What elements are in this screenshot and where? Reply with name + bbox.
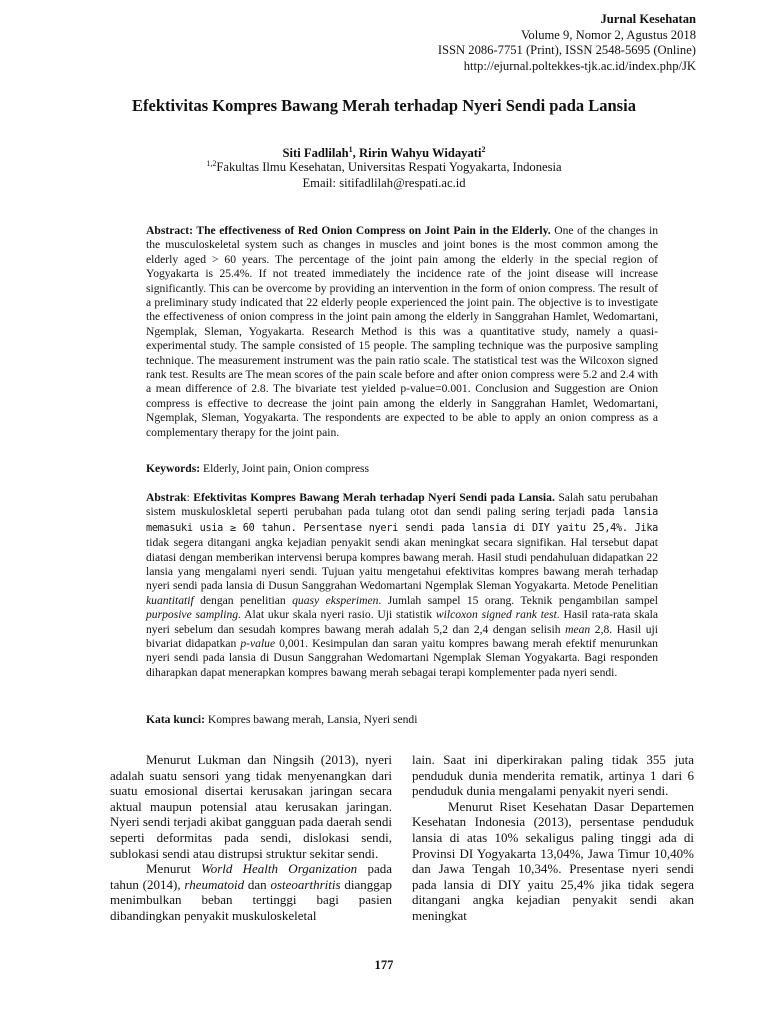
body-column-left (110, 752, 392, 924)
body-italic: World Health Organization (201, 861, 358, 877)
abstract-id-text-mono: pada lansia memasuki usia ≥ 60 tahun. Persentase nyeri sendi pada lansia di DIY yaitu 25,4%. Jika (146, 507, 658, 534)
body-column-right (412, 752, 694, 924)
author-line (0, 146, 768, 161)
paper-title: Efektivitas Kompres Bawang Merah terhadap Nyeri Sendi pada Lansia (132, 96, 636, 115)
keywords-en-text: Elderly, Joint pain, Onion compress (200, 462, 370, 475)
abstract-en-text: One of the changes in the musculoskeletal system such as changes in muscles and joint bones is the most common among the elderly aged > 60 years. The percentage of the joint pain among the elderly in the special region of Yogyakarta is 25.4%. If not treated immediately the incidence rate of the joint disease will increase significantly. This can be overcome by providing an intervention in the form of onion compress. The result of a preliminary study indicated that 22 elderly people experienced the joint pain. The objective is to investigate the effectiveness of onion compress in the joint pain among the elderly in Sanggrahan Hamlet, Wedomartani, Ngemplak, Sleman, Yogyakarta. Research Method is this was a quantitative study, namely a quasi-experimental study. The sample consisted of 15 people. The sampling technique was the purposive sampling technique. The measurement instrument was the pain ratio scale. The statistical test was the Wilcoxon signed rank test. Results are The mean scores of the pain scale before and after onion compress were 5.2 and 2.4 with a mean difference of 2.8. The bivariate test yielded p-value=0.001. Conclusion and Suggestion are Onion compress is effective to decrease the joint pain among the elderly in Sanggrahan Hamlet, Wedomartani, Ngemplak, Sleman, Yogyakarta. The respondents are expected to be able to apply an onion compress as a complementary therapy for the joint pain. (146, 224, 658, 439)
journal-url[interactable]: http://ejurnal.poltekkes-tjk.ac.id/index.php/JK (463, 58, 696, 73)
abstract-id-text-6: . Alat ukur skala nyeri rasio. Uji statistik (238, 608, 436, 622)
author-1-sup: 1 (348, 144, 353, 154)
abstract-indonesian (146, 491, 658, 680)
body-italic: osteoarthritis (270, 876, 341, 892)
abstract-id-text-3: tidak segera ditangani angka kejadian penyakit sendi akan meningkat secara signifikan. Hal tersebut dapat diatasi dengan memberikan intervensi berupa kompres bawang merah. Hasil studi pendahuluan didapatkan 22 lansia yang mengalami nyeri sendi. Tujuan yaitu mengetahui efektivitas kompres bawang merah terhadap nyeri sendi pada lansia di Dusun Sanggrahan Wedomartani Ngemplak Sleman Yogyakarta. Metode Penelitian (146, 536, 658, 593)
keywords-id-label: Kata kunci: (146, 713, 205, 726)
keywords-indonesian (146, 713, 658, 727)
abstract-id-colon: : (186, 491, 194, 504)
author-email[interactable]: Email: sitifadlilah@respati.ac.id (302, 175, 466, 190)
affiliation-sup: 1,2 (206, 158, 217, 168)
journal-volume: Volume 9, Nomor 2, Agustus 2018 (520, 27, 696, 42)
body-paragraph: Menurut Riset Kesehatan Dasar Departemen Kesehatan Indonesia (2013), persentase penduduk lansia di atas 10% sekaligus paling tinggi ada di Provinsi DI Yogyakarta 13,04%, Jawa Timur 10,40% dan Jawa Tengah 10,34%. Presentase nyeri sendi pada lansia di DIY yaitu 25,4% jika tidak segera ditangani angka kejadian penyakit sendi akan meningkat (412, 798, 694, 923)
abstract-id-text-9: 0,001. Kesimpulan dan saran yaitu kompres bawang merah efektif menurunkan nyeri sendi pada lansia di Dusun Sanggrahan Wedomartani Ngemplak Sleman Yogyakarta. Bagi responden diharapkan dapat menerapkan kompres bawang merah sebagai terapi komplementer pada nyeri sendi. (146, 637, 658, 679)
affiliation-block (0, 160, 768, 191)
journal-header (438, 12, 696, 74)
author-1: Siti Fadlilah (282, 146, 349, 160)
abstract-id-italic-5: mean (565, 622, 591, 636)
body-paragraph: Menurut Lukman dan Ningsih (2013), nyeri adalah suatu sensori yang tidak menyenangkan dari suatu emosional disertai kerusakan jaringan secara aktual maupun potensial atau kerusakan jaringan. Nyeri sendi terjadi akibat gangguan pada daerah sendi seperti deformitas pada sendi, dislokasi sendi, sublokasi sendi atau distrupsi struktur sekitar sendi. (110, 752, 392, 861)
journal-name: Jurnal Kesehatan (600, 12, 696, 26)
abstract-id-text-7: . Hasil rata-rata skala nyeri sebelum dan sesudah kompres bawang merah adalah 5,2 dan 2,4 dengan selisih (146, 608, 659, 636)
abstract-id-text-8: 2,8. Hasil uji bivariat didapatkan (146, 622, 658, 651)
keywords-id-text: Kompres bawang merah, Lansia, Nyeri sendi (204, 713, 418, 726)
body-text: Menurut (146, 861, 202, 877)
body-italic: rheumatoid (184, 876, 245, 892)
abstract-id-title: Efektivitas Kompres Bawang Merah terhadap Nyeri Sendi pada Lansia. (193, 491, 555, 504)
abstract-english (146, 224, 658, 440)
abstract-id-text-1: Salah satu perubahan sistem muskuloskletal seperti perubahan pada tulang otot dan sendi paling sering terjadi (146, 491, 658, 519)
body-paragraph: lain. Saat ini diperkirakan paling tidak 355 juta penduduk dunia menderita rematik, artinya 1 dari 6 penduduk dunia mengalami penyakit nyeri sendi. (412, 752, 694, 799)
abstract-id-italic-1: kuantitatif (146, 593, 194, 607)
abstract-id-italic-2: quasy eksperimen (292, 593, 379, 607)
author-2: Ririn Wahyu Widayati (358, 146, 482, 160)
body-paragraph (110, 861, 392, 923)
journal-issn: ISSN 2086-7751 (Print), ISSN 2548-5695 (Online) (437, 43, 696, 57)
body-text: dan (244, 876, 271, 892)
abstract-id-label: Abstrak (146, 491, 187, 504)
author-separator: , (352, 146, 359, 160)
keywords-en-label: Keywords: (146, 462, 201, 475)
abstract-en-label: Abstract: The effectiveness of Red Onion Compress on Joint Pain in the Elderly. (146, 224, 551, 237)
author-2-sup: 2 (481, 144, 486, 154)
body-text: pada tahun (2014), (110, 861, 392, 892)
abstract-id-text-4: dengan penelitian (193, 593, 293, 607)
abstract-id-text-5: . Jumlah sampel 15 orang. Teknik pengambilan sampel (378, 593, 658, 607)
page-number: 177 (374, 958, 394, 972)
abstract-id-italic-3: purposive sampling (146, 608, 239, 622)
affiliation: Fakultas Ilmu Kesehatan, Universitas Respati Yogyakarta, Indonesia (216, 160, 562, 174)
body-text: dianggap menimbulkan beban tertinggi bagi pasien dibandingkan penyakit muskuloskeletal (110, 876, 392, 923)
keywords-english (146, 462, 658, 476)
abstract-id-italic-6: p-value (240, 637, 276, 651)
abstract-id-italic-4: wilcoxon signed rank test (435, 608, 557, 622)
